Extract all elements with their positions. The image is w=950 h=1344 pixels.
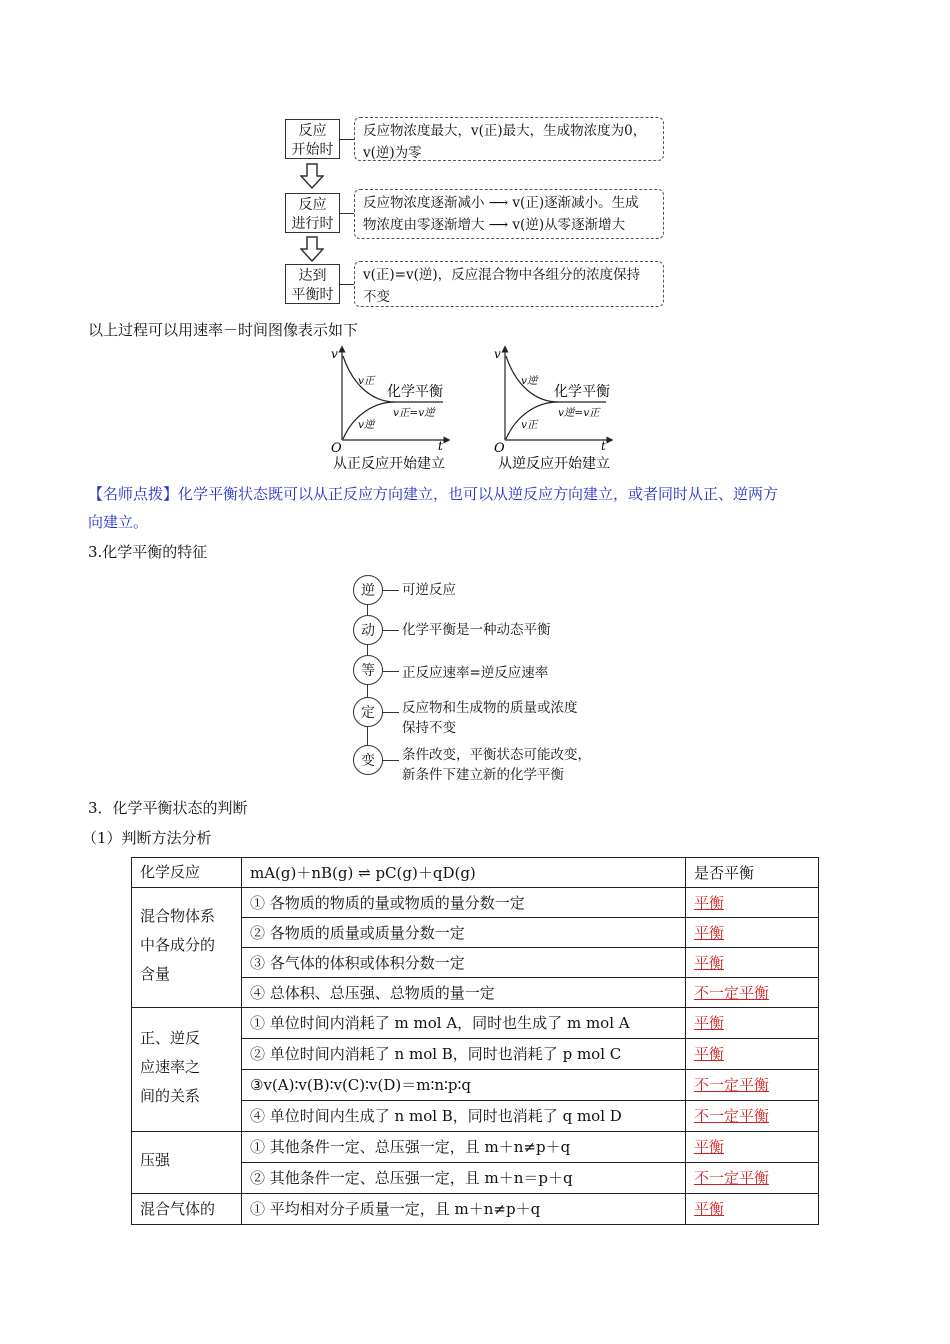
answer-cell: 不一定平衡 <box>686 978 819 1008</box>
feature-circle: 逆 <box>353 575 383 605</box>
rate-time-graph-forward <box>325 344 475 474</box>
curve-label: v正 <box>521 419 538 431</box>
curve-label: v正 <box>358 375 375 387</box>
y-axis-label: v <box>331 347 338 361</box>
table-row <box>132 1194 819 1225</box>
condition-cell: ② 其他条件一定、总压强一定，且 m＋n＝p＋q <box>242 1163 686 1194</box>
flow-stage-label: 达到 平衡时 <box>285 264 340 304</box>
feature-text: 反应物和生成物的质量或浓度 保持不变 <box>402 700 578 736</box>
answer-cell: 不一定平衡 <box>686 1101 819 1132</box>
condition-cell: ④ 单位时间内生成了 n mol B，同时也消耗了 q mol D <box>242 1101 686 1132</box>
teacher-tip <box>88 483 878 533</box>
answer-cell: 平衡 <box>686 918 819 948</box>
flow-stage-description: v(正)=v(逆)，反应混合物中各组分的浓度保持 不变 <box>354 261 664 307</box>
flow-stage-description: 反应物浓度最大，v(正)最大，生成物浓度为0， v(逆)为零 <box>354 117 664 161</box>
condition-cell: ① 单位时间内消耗了 m mol A，同时也生成了 m mol A <box>242 1008 686 1039</box>
origin-label: O <box>494 441 505 456</box>
equilibrium-judgement-table <box>131 857 819 1225</box>
feature-text: 化学平衡是一种动态平衡 <box>402 622 551 638</box>
down-arrow-icon <box>300 163 324 189</box>
equilibrium-label: 化学平衡 <box>554 384 610 400</box>
equilibrium-label: 化学平衡 <box>387 384 443 400</box>
feature-connector <box>383 712 399 713</box>
origin-label: O <box>331 441 342 456</box>
table-row <box>132 888 819 918</box>
category-cell: 混合气体的 <box>132 1194 242 1225</box>
flow-connector <box>340 213 354 214</box>
answer-cell: 平衡 <box>686 948 819 978</box>
feature-text: 可逆反应 <box>402 582 456 598</box>
curve-label: v逆 <box>521 375 538 387</box>
answer-cell: 平衡 <box>686 1194 819 1225</box>
section-heading: 3．化学平衡状态的判断 <box>88 799 248 817</box>
category-cell: 压强 <box>132 1132 242 1194</box>
feature-circle: 变 <box>353 745 383 775</box>
feature-text: 正反应速率=逆反应速率 <box>402 665 549 681</box>
condition-cell: ② 单位时间内消耗了 n mol B，同时也消耗了 p mol C <box>242 1039 686 1070</box>
feature-text: 条件改变，平衡状态可能改变， 新条件下建立新的化学平衡 <box>402 747 591 783</box>
flow-stage-label: 反应 开始时 <box>285 119 340 159</box>
feature-circle: 定 <box>353 697 383 727</box>
answer-cell: 平衡 <box>686 1008 819 1039</box>
answer-cell: 不一定平衡 <box>686 1163 819 1194</box>
flow-stage-description: 反应物浓度逐渐减小 ⟶ v(正)逐渐减小。生成 物浓度由零逐渐增大 ⟶ v(逆)从零逐渐增大 <box>354 189 664 239</box>
category-cell: 正、逆反 应速率之 间的关系 <box>132 1008 242 1132</box>
tip-tag: 【名师点拨】 <box>88 485 179 503</box>
subsection-heading: （1）判断方法分析 <box>82 829 212 847</box>
tip-text: 向建立。 <box>88 513 149 531</box>
equal-rate-label: v正=v逆 <box>393 407 435 419</box>
table-row <box>132 1132 819 1163</box>
table-header-cell: 化学反应 <box>132 858 242 888</box>
x-axis-label: t <box>601 439 606 453</box>
answer-cell: 平衡 <box>686 1039 819 1070</box>
feature-connector <box>383 671 399 672</box>
answer-cell: 不一定平衡 <box>686 1070 819 1101</box>
section-heading: 3.化学平衡的特征 <box>88 543 208 561</box>
condition-cell: ③v(A)∶v(B)∶v(C)∶v(D)＝m∶n∶p∶q <box>242 1070 686 1101</box>
table-header-row <box>132 858 819 888</box>
feature-circle: 等 <box>353 655 383 685</box>
graph-caption: 从正反应开始建立 <box>333 456 445 472</box>
rate-time-graph-reverse <box>488 344 638 474</box>
feature-connector <box>383 760 399 761</box>
flow-connector <box>340 284 354 285</box>
curve-label: v逆 <box>358 419 375 431</box>
feature-circle: 动 <box>353 615 383 645</box>
down-arrow-icon <box>300 236 324 262</box>
flow-connector <box>340 139 354 140</box>
answer-cell: 平衡 <box>686 1132 819 1163</box>
x-axis-label: t <box>438 439 443 453</box>
table-row <box>132 1008 819 1039</box>
table-header-cell: 是否平衡 <box>686 858 819 888</box>
intro-text: 以上过程可以用速率－时间图像表示如下 <box>88 321 359 339</box>
condition-cell: ③ 各气体的体积或体积分数一定 <box>242 948 686 978</box>
condition-cell: ② 各物质的质量或质量分数一定 <box>242 918 686 948</box>
condition-cell: ① 各物质的物质的量或物质的量分数一定 <box>242 888 686 918</box>
feature-connector <box>383 590 399 591</box>
category-cell: 混合物体系 中各成分的 含量 <box>132 888 242 1008</box>
graph-caption: 从逆反应开始建立 <box>498 456 610 472</box>
flow-stage-label: 反应 进行时 <box>285 193 340 233</box>
condition-cell: ④ 总体积、总压强、总物质的量一定 <box>242 978 686 1008</box>
tip-text: 化学平衡状态既可以从正反应方向建立，也可以从逆反应方向建立，或者同时从正、逆两方 <box>178 485 779 503</box>
y-axis-label: v <box>494 347 501 361</box>
condition-cell: ① 平均相对分子质量一定，且 m＋n≠p＋q <box>242 1194 686 1225</box>
answer-cell: 平衡 <box>686 888 819 918</box>
table-header-cell: mA(g)＋nB(g) ⇌ pC(g)＋qD(g) <box>242 858 686 888</box>
feature-connector <box>383 630 399 631</box>
equal-rate-label: v逆=v正 <box>558 407 600 419</box>
condition-cell: ① 其他条件一定、总压强一定，且 m＋n≠p＋q <box>242 1132 686 1163</box>
